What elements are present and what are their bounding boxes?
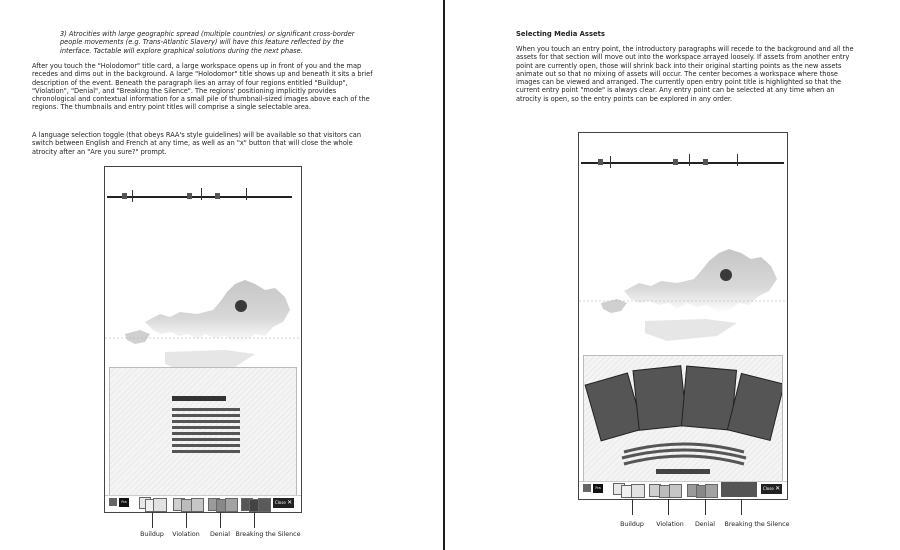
label-connector [220,512,221,528]
label-connector [668,499,669,515]
selecting-assets-paragraph: When you touch an entry point, the introductory paragraphs will recede to the background and all the assets for that section will move out into the workspace arrayed loosely. If assets from another entry point are currently open, those will shrink back into their original starting points as the new assets animate out so that no mixing of assets will occur. The center becomes a workspace where those images can be viewed and arranged. The currently open entry point title is highlighted so that the current entry point "mode" is always clear. Any entry point can be selected at any time when an atrocity is open, so the entry points can be explored in any order. [516,45,854,103]
close-icon[interactable]: ✕ [775,485,781,492]
timeline-marker[interactable] [673,159,678,165]
region-violation[interactable] [171,496,205,511]
location-marker[interactable] [235,300,247,312]
label-denial: Denial [694,521,716,528]
asset-card[interactable] [633,366,687,431]
text-line [172,426,240,429]
timeline-tick [201,188,202,200]
workspace-paragraph: After you touch the "Holodomor" title card, a large workspace opens up in front of you and the map recedes and dims out in the background. A large "Holodomor" title shows up and beneath it sits a brief description of the event. Beneath the paragraph lies an array of four regions entitled "Buildup", "Violation", "Denial", and "Breaking the Silence". The regions' positioning implicitly provides chronological and contextual information for a small pile of thumbnail-sized images above each of the regions. The thumbnails and entry point titles will comprise a single selectable area. [32,62,373,112]
timeline-marker[interactable] [122,193,127,199]
timeline-marker[interactable] [215,193,220,199]
assets-mockup [578,132,788,500]
timeline-tick [610,156,611,168]
text-line [172,444,240,447]
right-page [446,0,900,550]
workspace-mockup [104,166,302,513]
label-connector [741,499,742,515]
asset-cards [584,356,782,482]
page-spine [443,0,445,550]
close-label: Close [274,500,286,505]
title-placeholder [656,469,710,474]
location-marker[interactable] [720,269,732,281]
region-breaking-the-silence[interactable] [239,496,272,511]
world-map [105,272,299,377]
label-connector [152,512,153,528]
region-denial[interactable] [206,496,238,511]
region-buildup[interactable] [135,496,169,511]
region-denial[interactable] [685,482,719,497]
section-heading: Selecting Media Assets [516,30,605,38]
timeline [581,162,784,164]
label-denial: Denial [209,531,231,538]
text-line [172,420,240,423]
label-connector [254,512,255,528]
bottom-bar [105,495,301,511]
timeline-tick [737,154,738,166]
workspace-panel [109,367,297,497]
asset-card[interactable] [681,366,736,430]
intro-italic-text: 3) Atrocities with large geographic spread (multiple countries) or significant cross-border people movements (e.g. Trans-Atlantic Slavery) will have this feature reflected by the interface. Tactable will explore graphical solutions during the next phase. [60,30,355,55]
language-toggle[interactable]: Fra [593,484,603,493]
language-toggle[interactable]: Fra [119,498,129,507]
text-line [172,438,240,441]
timeline-tick [246,188,247,200]
close-label: Close [762,486,774,491]
label-connector [705,499,706,515]
text-line [172,408,240,411]
label-violation: Violation [656,521,684,528]
label-connector [186,512,187,528]
left-page [0,0,443,550]
timeline-tick [132,190,133,202]
close-button[interactable] [273,498,294,508]
language-toggle-paragraph: A language selection toggle (that obeys RAA's style guidelines) will be available so that visitors can switch between English and French at any time, as well as an "x" button that will close the whole atrocity after an "Are you sure?" prompt. [32,131,362,156]
label-buildup: Buildup [620,521,644,528]
region-buildup[interactable] [609,482,645,497]
close-button[interactable] [761,484,782,494]
region-violation[interactable] [647,482,683,497]
timeline-marker[interactable] [598,159,603,165]
menu-square[interactable] [109,498,117,506]
label-connector [632,499,633,515]
bottom-bar [579,481,787,497]
label-breaking-the-silence: Breaking the Silence [235,531,301,538]
workspace-panel [583,355,783,483]
label-buildup: Buildup [140,531,164,538]
close-icon[interactable]: ✕ [287,499,293,506]
label-violation: Violation [172,531,200,538]
region-breaking-the-silence-highlighted[interactable] [721,482,757,497]
text-line [172,432,240,435]
timeline [107,196,292,198]
text-line [172,414,240,417]
text-line [172,450,240,453]
title-placeholder [172,396,226,401]
label-breaking-the-silence: Breaking the Silence [724,521,790,528]
world-map [579,241,785,351]
timeline-marker[interactable] [187,193,192,199]
menu-square[interactable] [583,484,591,492]
timeline-tick [689,154,690,166]
timeline-marker[interactable] [703,159,708,165]
